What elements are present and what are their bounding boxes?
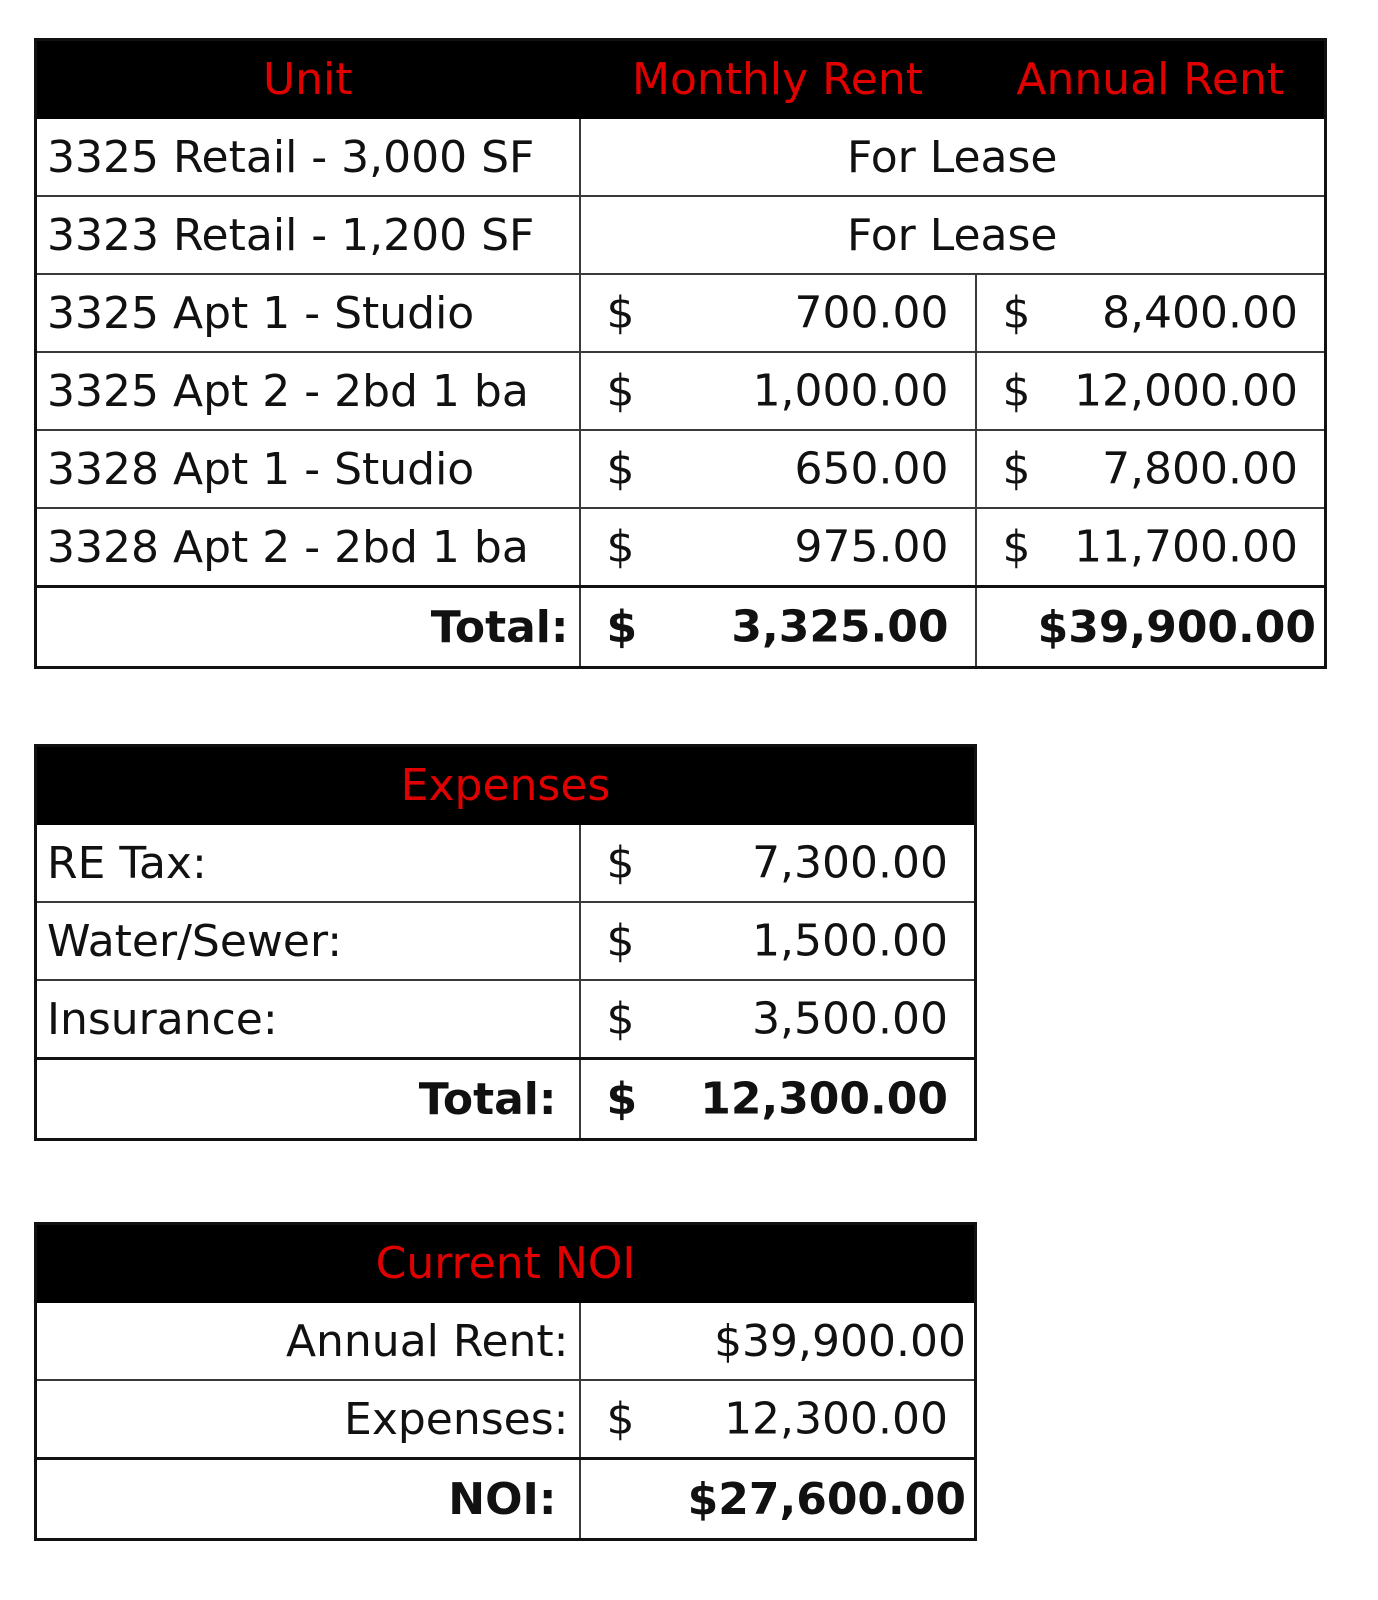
unit-cell: 3328 Apt 1 - Studio <box>36 430 580 508</box>
monthly-amount: 650.00 <box>794 443 949 495</box>
currency-symbol: $ <box>1002 365 1031 417</box>
expense-amount-cell <box>580 902 976 980</box>
monthly-rent-cell <box>580 352 976 430</box>
expenses-amount-cell <box>580 1380 976 1459</box>
table-row <box>36 196 1326 274</box>
table-row <box>36 352 1326 430</box>
currency-symbol: $ <box>1002 521 1031 573</box>
rent-total-row <box>36 587 1326 668</box>
expense-amount-cell <box>580 824 976 902</box>
table-row <box>36 508 1326 587</box>
currency-symbol: $ <box>1002 287 1031 339</box>
monthly-rent-header: Monthly Rent <box>580 40 976 119</box>
unit-cell: 3323 Retail - 1,200 SF <box>36 196 580 274</box>
currency-symbol: $ <box>606 915 635 967</box>
expenses-total-amount: 12,300.00 <box>700 1073 948 1125</box>
table-row <box>36 824 976 902</box>
rent-table <box>34 38 1327 669</box>
monthly-amount: 1,000.00 <box>752 365 949 417</box>
annual-amount: 7,800.00 <box>1102 443 1298 495</box>
expenses-label: Expenses: <box>36 1380 580 1459</box>
unit-cell: 3325 Apt 2 - 2bd 1 ba <box>36 352 580 430</box>
expense-label: Insurance: <box>36 980 580 1059</box>
currency-symbol: $ <box>1002 443 1031 495</box>
table-row <box>36 980 976 1059</box>
currency-symbol: $ <box>606 1393 635 1445</box>
currency-symbol: $ <box>606 993 635 1045</box>
expense-amount-cell <box>580 980 976 1059</box>
noi-amount: $27,600.00 <box>580 1459 976 1540</box>
expenses-total-cell <box>580 1059 976 1140</box>
noi-header-row <box>36 1224 976 1303</box>
unit-header: Unit <box>36 40 580 119</box>
annual-amount: 8,400.00 <box>1102 287 1298 339</box>
annual-total-cell: $39,900.00 <box>976 587 1326 668</box>
expense-label: Water/Sewer: <box>36 902 580 980</box>
expenses-total-row <box>36 1059 976 1140</box>
expenses-amount: 12,300.00 <box>724 1393 948 1445</box>
currency-symbol: $ <box>606 443 635 495</box>
currency-symbol: $ <box>606 521 635 573</box>
total-label: Total: <box>36 587 580 668</box>
unit-cell: 3325 Apt 1 - Studio <box>36 274 580 352</box>
expense-label: RE Tax: <box>36 824 580 902</box>
lease-status-cell: For Lease <box>580 196 1326 274</box>
currency-symbol: $ <box>606 1073 638 1125</box>
lease-status-cell: For Lease <box>580 118 1326 196</box>
expenses-table <box>34 744 977 1141</box>
table-row <box>36 902 976 980</box>
monthly-rent-cell <box>580 274 976 352</box>
currency-symbol: $ <box>606 287 635 339</box>
expense-amount: 1,500.00 <box>752 915 948 967</box>
annual-rent-cell <box>976 430 1326 508</box>
monthly-rent-cell <box>580 430 976 508</box>
monthly-amount: 700.00 <box>794 287 949 339</box>
expenses-header: Expenses <box>36 746 976 825</box>
annual-amount: 12,000.00 <box>1074 365 1298 417</box>
monthly-total-amount: 3,325.00 <box>731 601 949 653</box>
table-row <box>36 430 1326 508</box>
unit-cell: 3328 Apt 2 - 2bd 1 ba <box>36 508 580 587</box>
unit-cell: 3325 Retail - 3,000 SF <box>36 118 580 196</box>
annual-rent-cell <box>976 274 1326 352</box>
annual-rent-amount: $39,900.00 <box>580 1302 976 1380</box>
table-row <box>36 1302 976 1380</box>
table-row <box>36 1380 976 1459</box>
currency-symbol: $ <box>606 365 635 417</box>
expense-amount: 3,500.00 <box>752 993 948 1045</box>
monthly-total-cell <box>580 587 976 668</box>
currency-symbol: $ <box>606 601 638 653</box>
noi-table <box>34 1222 977 1541</box>
expenses-header-row <box>36 746 976 825</box>
annual-rent-cell <box>976 352 1326 430</box>
annual-rent-label: Annual Rent: <box>36 1302 580 1380</box>
total-label: Total: <box>36 1059 580 1140</box>
expense-amount: 7,300.00 <box>752 837 948 889</box>
rent-header-row <box>36 40 1326 119</box>
annual-amount: 11,700.00 <box>1074 521 1298 573</box>
noi-header: Current NOI <box>36 1224 976 1303</box>
noi-label: NOI: <box>36 1459 580 1540</box>
monthly-amount: 975.00 <box>794 521 949 573</box>
table-row <box>36 274 1326 352</box>
annual-rent-cell <box>976 508 1326 587</box>
monthly-rent-cell <box>580 508 976 587</box>
noi-total-row <box>36 1459 976 1540</box>
currency-symbol: $ <box>606 837 635 889</box>
annual-rent-header: Annual Rent <box>976 40 1326 119</box>
table-row <box>36 118 1326 196</box>
